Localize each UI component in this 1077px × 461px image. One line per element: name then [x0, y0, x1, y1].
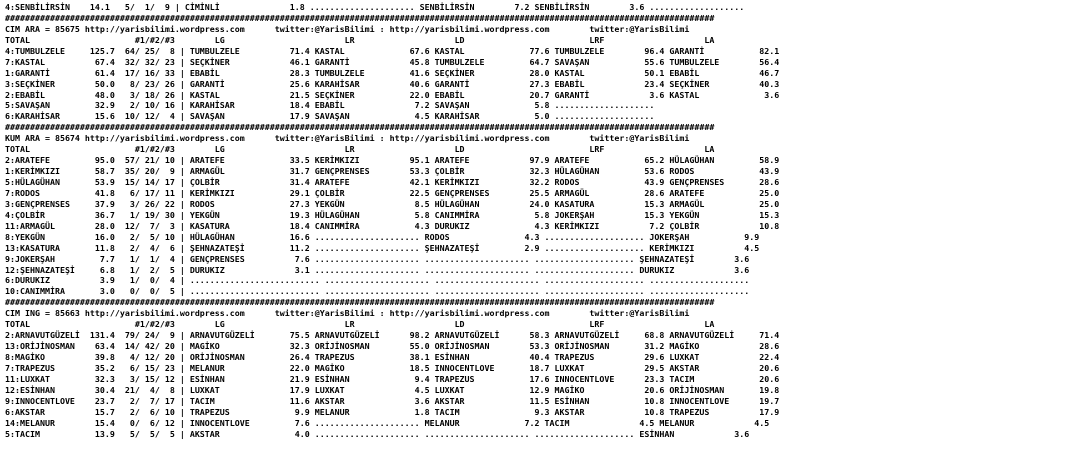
section-header: KUM ARA = 85674 http://yarisbilimi.wordpress.com twitter:@YarisBilimi : http://yarisbilimi.wordpress.com twitter:@YarisBilimi — [5, 133, 690, 144]
table-row: 2:EBABİL 48.0 3/ 18/ 26 | KASTAL 21.5 SEÇKİNER 22.0 EBABİL 20.7 GARANTİ 3.6 KASTAL 3.6 — [5, 89, 780, 100]
table-row: 6:DURUKIZ 3.9 1/ 0/ 4 | .......................... ..................... ..................... .................... .................... — [5, 275, 750, 286]
section-divider: ############################################################################################################################################## — [5, 297, 715, 308]
column-headers: TOTAL #1/#2/#3 LG LR LD LRF LA — [5, 319, 715, 330]
table-row: 7:TRAPEZUS 35.2 6/ 15/ 23 | MELANUR 22.0 MAGİKO 18.5 INNOCENTLOVE 18.7 LUXKAT 29.5 AKSTAR 20.6 — [5, 362, 780, 373]
table-row: 7:RODOS 41.8 6/ 17/ 11 | KERİMKIZI 29.1 ÇOLBİR 22.5 GENÇPRENSES 25.5 ARMAGÜL 28.6 ARATEFE 25.0 — [5, 187, 780, 198]
table-row: 6:AKSTAR 15.7 2/ 6/ 10 | TRAPEZUS 9.9 MELANUR 1.8 TACIM 9.3 AKSTAR 10.8 TRAPEZUS 17.9 — [5, 406, 780, 417]
table-row: 6:KARAHİSAR 15.6 10/ 12/ 4 | SAVAŞAN 17.9 SAVAŞAN 4.5 KARAHİSAR 5.0 .................... — [5, 111, 655, 122]
table-row: 10:CANIMMİRA 3.0 0/ 0/ 5 | .......................... ..................... ..................... .................... .................... — [5, 286, 750, 297]
table-row: 1:GARANTİ 61.4 17/ 16/ 33 | EBABİL 28.3 TUMBULZELE 41.6 SEÇKİNER 28.0 KASTAL 50.1 EBABİL 46.7 — [5, 67, 780, 78]
top-summary-line: 4:SENBİLİRSİN 14.1 5/ 1/ 9 | CİMİNLİ 1.8 ..................... SENBİLİRSİN 7.2 SENBİLİRSİN 3.6 ................... — [5, 2, 745, 12]
section-kum-ara — [5, 122, 1077, 297]
table-row: 11:LUXKAT 32.3 3/ 15/ 12 | ESİNHAN 21.9 ESİNHAN 9.4 TRAPEZUS 17.6 INNOCENTLOVE 23.3 TACIM 20.6 — [5, 373, 780, 384]
section-divider: ############################################################################################################################################## — [5, 12, 715, 23]
table-row: 13:ORİJİNOSMAN 63.4 14/ 42/ 20 | MAGİKO 32.3 ORİJİNOSMAN 55.0 ORİJİNOSMAN 53.3 ORİJİNOSMAN 31.2 MAGİKO 28.6 — [5, 341, 780, 352]
column-headers: TOTAL #1/#2/#3 LG LR LD LRF LA — [5, 34, 715, 45]
table-row: 5:HÜLAGÜHAN 53.9 15/ 14/ 17 | ÇOLBİR 31.4 ARATEFE 42.1 KERİMKIZI 32.2 RODOS 43.9 GENÇPRENSES 28.6 — [5, 177, 780, 187]
section-divider: ############################################################################################################################################## — [5, 122, 715, 133]
table-row: 14:MELANUR 15.4 0/ 6/ 12 | INNOCENTLOVE 7.6 ..................... MELANUR 7.2 TACIM 4.5 MELANUR 4.5 — [5, 417, 770, 428]
section-header: CIM ING = 85663 http://yarisbilimi.wordpress.com twitter:@YarisBilimi : http://yarisbilimi.wordpress.com twitter:@YarisBilimi — [5, 308, 690, 319]
table-row: 12:ŞEHNAZATEŞİ 6.8 1/ 2/ 5 | DURUKIZ 3.1 ..................... ..................... .................... DURUKIZ 3.6 — [5, 264, 750, 275]
table-row: 13:KASATURA 11.8 2/ 4/ 6 | ŞEHNAZATEŞİ 11.2 ..................... ŞEHNAZATEŞİ 2.9 .................... KERİMKIZI 4.5 — [5, 242, 760, 253]
table-row: 5:SAVAŞAN 32.9 2/ 10/ 16 | KARAHİSAR 18.4 EBABİL 7.2 SAVAŞAN 5.8 .................... — [5, 100, 655, 111]
section-header: CIM ARA = 85675 http://yarisbilimi.wordpress.com twitter:@YarisBilimi : http://yarisbilimi.wordpress.com twitter:@YarisBilimi — [5, 23, 690, 34]
table-row: 7:KASTAL 67.4 32/ 32/ 23 | SEÇKİNER 46.1 GARANTİ 45.8 TUMBULZELE 64.7 SAVAŞAN 55.6 TUMBULZELE 56.4 — [5, 56, 780, 67]
section-cim-ara — [5, 13, 1077, 122]
table-row: 2:ARATEFE 95.0 57/ 21/ 10 | ARATEFE 33.5 KERİMKIZI 95.1 ARATEFE 97.9 ARATEFE 65.2 HÜLAGÜHAN 58.9 — [5, 155, 780, 166]
column-headers: TOTAL #1/#2/#3 LG LR LD LRF LA — [5, 144, 715, 155]
table-row: 9:INNOCENTLOVE 23.7 2/ 7/ 17 | TACIM 11.6 AKSTAR 3.6 AKSTAR 11.5 ESİNHAN 10.8 INNOCENTLOVE 19.7 — [5, 395, 780, 406]
table-row: 3:SEÇKİNER 50.0 8/ 23/ 26 | GARANTİ 25.6 KARAHİSAR 40.6 GARANTİ 27.3 EBABİL 23.4 SEÇKİNER 40.3 — [5, 78, 780, 89]
table-row: 12:ESİNHAN 30.4 21/ 4/ 8 | LUXKAT 17.9 LUXKAT 4.5 LUXKAT 12.9 MAGİKO 20.6 ORİJİNOSMAN 19.8 — [5, 384, 780, 395]
section-cim-ing — [5, 297, 1077, 439]
table-row: 1:KERİMKIZI 58.7 35/ 20/ 9 | ARMAGÜL 31.7 GENÇPRENSES 53.3 ÇOLBİR 32.3 HÜLAGÜHAN 53.6 RODOS 43.9 — [5, 166, 780, 177]
table-row: 11:ARMAGÜL 28.0 12/ 7/ 3 | KASATURA 18.4 CANIMMİRA 4.3 DURUKIZ 4.3 KERİMKIZI 7.2 ÇOLBİR 10.8 — [5, 220, 780, 231]
table-row: 5:TACIM 13.9 5/ 5/ 5 | AKSTAR 4.0 ..................... ..................... .................... ESİNHAN 3.6 — [5, 428, 750, 439]
table-row: 2:ARNAVUTGÜZELİ 131.4 79/ 24/ 9 | ARNAVUTGÜZELİ 75.5 ARNAVUTGÜZELİ 98.2 ARNAVUTGÜZELİ 58.3 ARNAVUTGÜZELİ 68.8 ARNAVUTGÜZELİ 71.4 — [5, 330, 780, 341]
table-row: 3:GENÇPRENSES 37.9 3/ 26/ 22 | RODOS 27.3 YEKGÜN 8.5 HÜLAGÜHAN 24.0 KASATURA 15.3 ARMAGÜL 25.0 — [5, 198, 780, 209]
table-row: 9:JOKERŞAH 7.7 1/ 1/ 4 | GENÇPRENSES 7.6 ..................... ..................... .................... ŞEHNAZATEŞİ 3.6 — [5, 253, 750, 264]
table-row: 4:ÇOLBİR 36.7 1/ 19/ 30 | YEKGÜN 19.3 HÜLAGÜHAN 5.8 CANIMMİRA 5.8 JOKERŞAH 15.3 YEKGÜN 15.3 — [5, 209, 780, 220]
table-row: 8:YEKGÜN 16.0 2/ 5/ 10 | HÜLAGÜHAN 16.6 ..................... RODOS 4.3 .................... JOKERŞAH 9.9 — [5, 231, 760, 242]
table-row: 8:MAGİKO 39.8 4/ 12/ 20 | ORİJİNOSMAN 26.4 TRAPEZUS 38.1 ESİNHAN 40.4 TRAPEZUS 29.6 LUXKAT 22.4 — [5, 352, 780, 362]
table-row: 4:TUMBULZELE 125.7 64/ 25/ 8 | TUMBULZELE 71.4 KASTAL 67.6 KASTAL 77.6 TUMBULZELE 96.4 GARANTİ 82.1 — [5, 45, 780, 56]
